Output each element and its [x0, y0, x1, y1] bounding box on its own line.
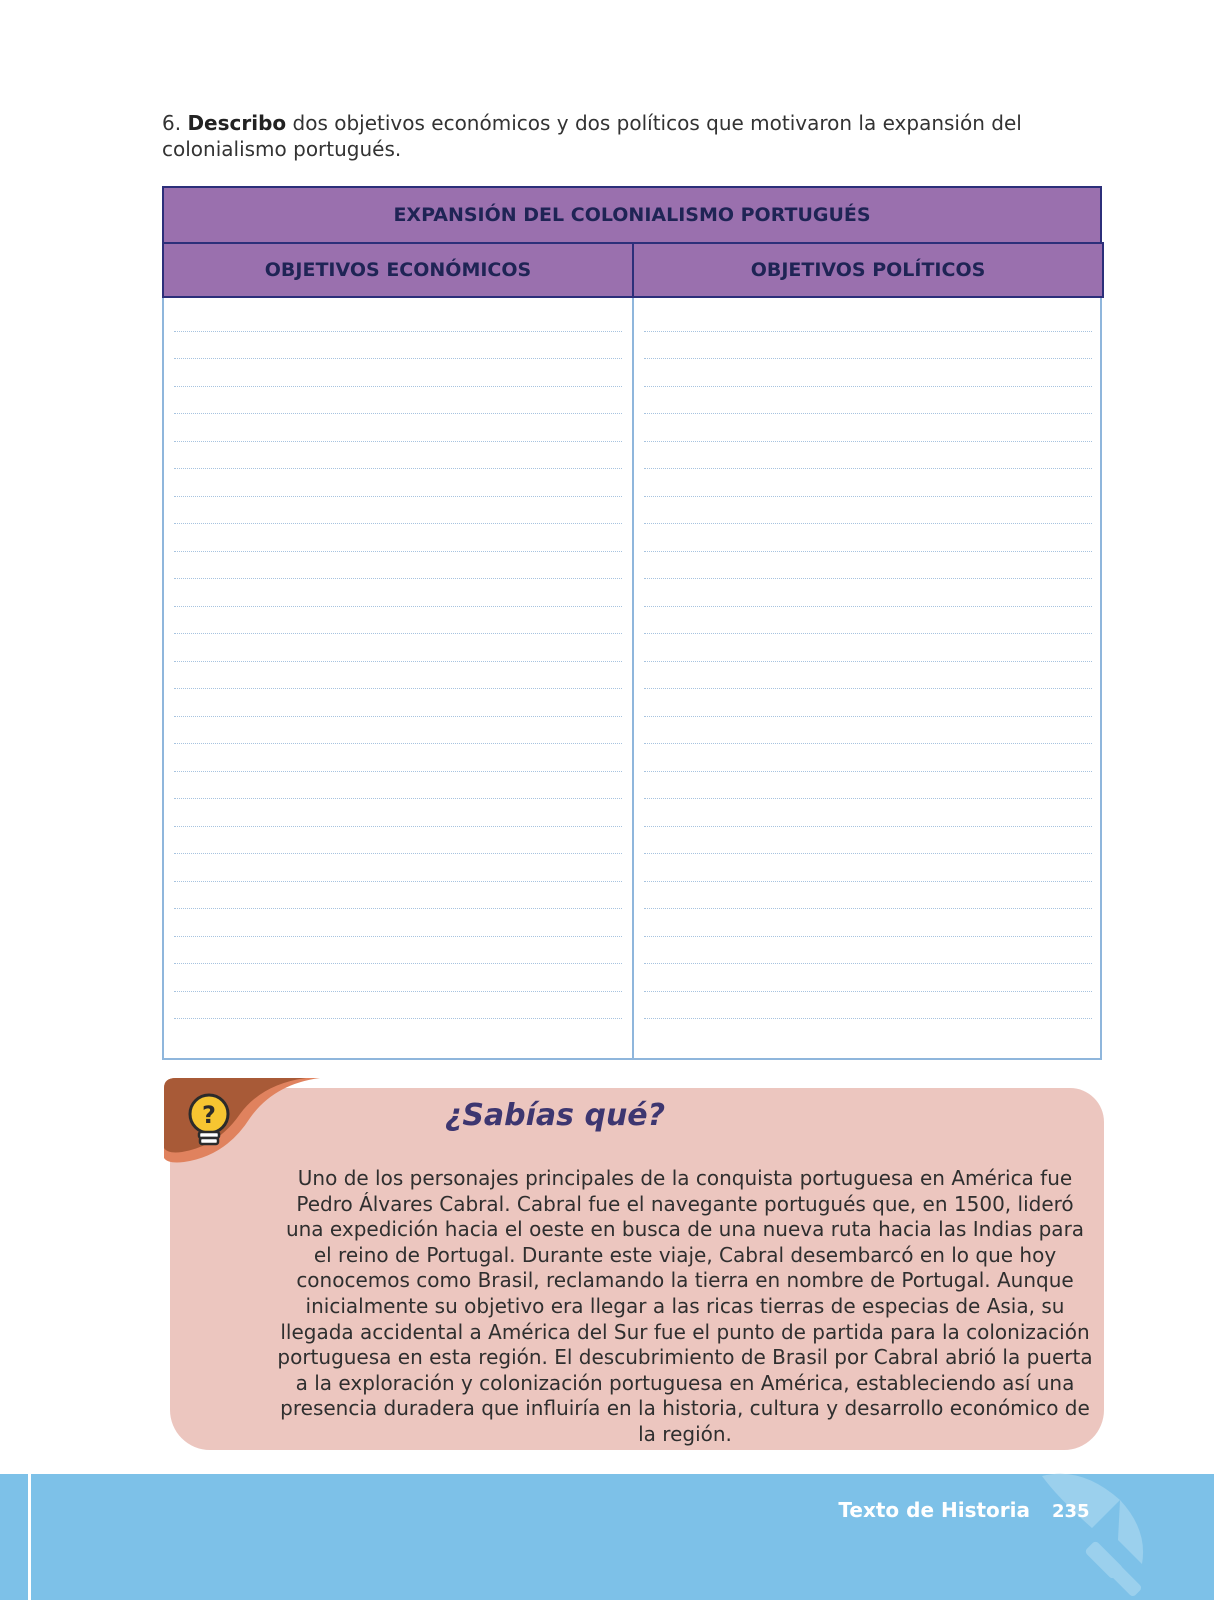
- writing-line[interactable]: [644, 497, 1092, 525]
- writing-line[interactable]: [174, 909, 622, 937]
- writing-line[interactable]: [174, 882, 622, 910]
- rocket-icon: [1022, 1466, 1172, 1600]
- writing-line[interactable]: [174, 827, 622, 855]
- page-number: 235: [1052, 1501, 1090, 1522]
- writing-line[interactable]: [174, 304, 622, 332]
- writing-line[interactable]: [644, 552, 1092, 580]
- writing-line[interactable]: [174, 414, 622, 442]
- writing-line[interactable]: [174, 442, 622, 470]
- writing-line[interactable]: [644, 387, 1092, 415]
- activity-instruction: [162, 110, 1102, 162]
- footer-margin-line: [28, 1474, 31, 1600]
- writing-line[interactable]: [174, 689, 622, 717]
- writing-line[interactable]: [644, 744, 1092, 772]
- did-you-know-title: ¿Sabías qué?: [444, 1098, 666, 1133]
- svg-text:?: ?: [202, 1101, 216, 1129]
- writing-line[interactable]: [644, 634, 1092, 662]
- writing-line[interactable]: [174, 469, 622, 497]
- objectives-table: [162, 186, 1102, 1060]
- did-you-know-text: Uno de los personajes principales de la conquista portuguesa en América fue Pedro Álvares Cabral. Cabral fue el navegante portugués que, en 1500, lideró una expedición hacia el oeste en busca de una nueva ruta hacia las Indias para el reino de Portugal. Durante este viaje, Cabral desembarcó en lo que hoy conocemos como Brasil, reclamando la tierra en nombre de Portugal. Aunque inicialmente su objetivo era llegar a las ricas tierras de especias de Asia, su llegada accidental a América del Sur fue el punto de partida para la colonización portuguesa en esta región. El descubrimiento de Brasil por Cabral abrió la puerta a la exploración y colonización portuguesa en América, estableciendo así una presencia duradera que influiría en la historia, cultura y desarrollo económico de la región.: [277, 1166, 1093, 1446]
- writing-line[interactable]: [644, 442, 1092, 470]
- activity-number: 6.: [162, 111, 182, 135]
- writing-line[interactable]: [644, 964, 1092, 992]
- writing-line[interactable]: [174, 359, 622, 387]
- footer-book-title: Texto de Historia: [838, 1498, 1030, 1522]
- writing-line[interactable]: [644, 827, 1092, 855]
- column-divider: [632, 298, 634, 1060]
- writing-line[interactable]: [644, 332, 1092, 360]
- writing-line[interactable]: [174, 992, 622, 1020]
- writing-line[interactable]: [644, 909, 1092, 937]
- writing-line[interactable]: [644, 799, 1092, 827]
- writing-line[interactable]: [644, 359, 1092, 387]
- writing-line[interactable]: [174, 744, 622, 772]
- writing-line[interactable]: [644, 937, 1092, 965]
- activity-verb: Describo: [187, 111, 287, 135]
- writing-line[interactable]: [174, 717, 622, 745]
- political-writing-area[interactable]: [644, 304, 1092, 1014]
- writing-line[interactable]: [174, 552, 622, 580]
- writing-line[interactable]: [644, 717, 1092, 745]
- writing-line[interactable]: [174, 662, 622, 690]
- writing-line[interactable]: [644, 469, 1092, 497]
- writing-line[interactable]: [174, 854, 622, 882]
- writing-line[interactable]: [644, 689, 1092, 717]
- writing-line[interactable]: [644, 992, 1092, 1020]
- writing-line[interactable]: [174, 497, 622, 525]
- column-header-political: OBJETIVOS POLÍTICOS: [632, 242, 1104, 298]
- writing-line[interactable]: [644, 854, 1092, 882]
- writing-line[interactable]: [174, 387, 622, 415]
- writing-line[interactable]: [644, 414, 1092, 442]
- writing-line[interactable]: [174, 607, 622, 635]
- writing-line[interactable]: [644, 607, 1092, 635]
- writing-line[interactable]: [174, 524, 622, 552]
- writing-line[interactable]: [174, 579, 622, 607]
- writing-line[interactable]: [174, 332, 622, 360]
- writing-line[interactable]: [174, 772, 622, 800]
- writing-line[interactable]: [174, 937, 622, 965]
- writing-line[interactable]: [644, 882, 1092, 910]
- column-header-economic: OBJETIVOS ECONÓMICOS: [162, 242, 634, 298]
- writing-line[interactable]: [644, 579, 1092, 607]
- writing-line[interactable]: [644, 524, 1092, 552]
- activity-text: dos objetivos económicos y dos políticos que motivaron la expansión del colonialismo portugués.: [162, 111, 1022, 161]
- writing-line[interactable]: [644, 304, 1092, 332]
- writing-line[interactable]: [644, 662, 1092, 690]
- writing-line[interactable]: [174, 634, 622, 662]
- writing-line[interactable]: [174, 799, 622, 827]
- writing-line[interactable]: [644, 772, 1092, 800]
- economic-writing-area[interactable]: [174, 304, 622, 1014]
- table-title: EXPANSIÓN DEL COLONIALISMO PORTUGUÉS: [162, 186, 1102, 244]
- writing-line[interactable]: [174, 964, 622, 992]
